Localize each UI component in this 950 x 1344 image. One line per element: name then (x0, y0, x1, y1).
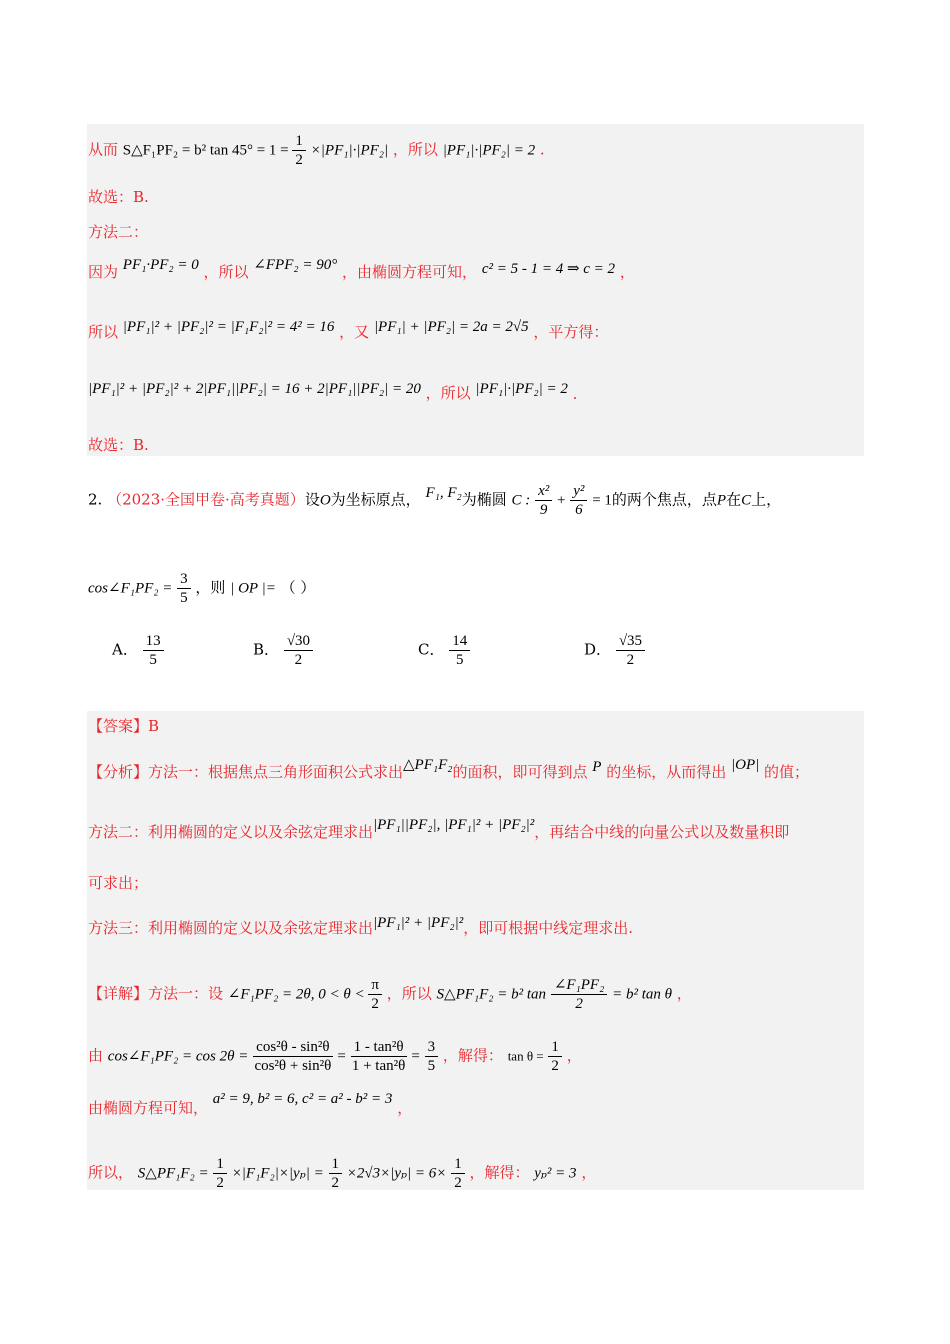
math: ×2√3×|yₚ| = 6× (346, 1165, 447, 1182)
num: 1 - tan²θ (351, 1038, 407, 1057)
math: S△PF₁F₂ = b² tan (436, 986, 547, 1003)
den: 5 (456, 652, 464, 668)
math: |PF₁|² + |PF₂|² = |F₁F₂|² = 4² = 16 (122, 319, 335, 335)
math: O (319, 492, 331, 509)
answer-line: 【答案】B (88, 717, 160, 735)
num: 3 (177, 570, 191, 589)
line-method-two: 方法二： (88, 223, 149, 241)
option-b[interactable] (253, 632, 313, 669)
num: π (368, 976, 382, 995)
text: ，解得： (469, 1163, 530, 1182)
num: 1 (451, 1155, 465, 1174)
text: 【分析】方法一：根据焦点三角形面积公式求出 (88, 763, 404, 781)
option-a[interactable] (112, 632, 164, 669)
math: = (411, 1048, 420, 1065)
math: cos∠F₁PF₂ = cos 2θ = (107, 1048, 249, 1065)
fraction (449, 632, 470, 669)
text: ， (566, 1046, 582, 1065)
fraction (570, 482, 587, 519)
math: S△PF₁F₂ = (137, 1165, 209, 1182)
line-because (88, 257, 635, 283)
question-2-line-2 (88, 570, 315, 607)
text: 上， (751, 490, 782, 509)
question-source: （2023·全国甲卷·高考真题） (107, 490, 305, 509)
math: yₚ² = 3 (534, 1165, 577, 1182)
fraction (143, 632, 164, 669)
text: ， (676, 984, 692, 1003)
math: ∠FPF₂ = 90° (253, 257, 338, 273)
text: 所以 (88, 323, 119, 341)
fraction (213, 1155, 227, 1192)
text: 方法二：利用椭圆的定义以及余弦定理求出 (88, 823, 374, 841)
text: ，则 (195, 578, 226, 597)
den: 2 (331, 1175, 339, 1191)
fraction (292, 132, 306, 169)
option-label: C． (418, 640, 445, 659)
line-pythag (88, 319, 609, 343)
text: 的两个焦点，点 (611, 490, 717, 509)
analysis-line (88, 757, 810, 783)
text: 因为 (88, 263, 119, 281)
fraction (616, 632, 645, 669)
option-label: A． (112, 640, 138, 659)
math: C (741, 492, 752, 509)
math: ∠F₁PF₂ = 2θ, 0 < θ < (227, 986, 369, 1003)
math: C : (511, 492, 531, 509)
fraction (451, 1155, 465, 1192)
method-two-line (88, 817, 790, 843)
num: 1 (292, 132, 306, 151)
math: tan θ = (507, 1048, 544, 1064)
den: 2 (551, 1058, 559, 1074)
fraction (535, 482, 552, 519)
text: ，平方得： (533, 323, 609, 341)
math: F₁, F₂ (425, 484, 462, 501)
math: PF₁·PF₂ = 0 (122, 257, 199, 273)
text: ，由椭圆方程可知， (342, 263, 478, 281)
fraction (548, 1038, 562, 1075)
text: ，所以 (392, 140, 438, 159)
text: ， (397, 1099, 413, 1117)
num: y² (570, 482, 587, 501)
text: 由 (88, 1046, 104, 1065)
fraction (351, 1038, 407, 1075)
option-c[interactable] (418, 632, 470, 669)
text: ，解得： (442, 1046, 503, 1065)
den: 2 (626, 652, 635, 668)
den: 2 (294, 652, 303, 668)
math: = (337, 1048, 346, 1065)
math: ×|PF₁|·|PF₂| (310, 142, 389, 159)
text: ，所以 (425, 384, 471, 402)
den: 2 (216, 1175, 224, 1191)
text: 【详解】方法一：设 (88, 984, 224, 1003)
math: cos∠F₁PF₂ = (88, 580, 173, 597)
den: 2 (454, 1175, 462, 1191)
text: ，所以 (386, 984, 432, 1003)
den: cos²θ + sin²θ (254, 1058, 332, 1074)
math: |PF₁|·|PF₂| = 2 (475, 381, 568, 397)
method-two-line-2: 可求出； (88, 874, 149, 892)
question-number: 2. (88, 490, 103, 509)
math: |PF₁|·|PF₂| = 2 (442, 142, 536, 159)
math: = 1 (592, 492, 612, 509)
text: 设 (304, 490, 320, 509)
line-area-result (88, 132, 545, 169)
text: . (539, 140, 545, 159)
math: = b² tan θ (612, 986, 673, 1003)
detail-line-1 (88, 976, 692, 1013)
num: √30 (284, 632, 313, 651)
fraction (329, 1155, 343, 1192)
math: | OP |= (230, 580, 276, 597)
math: ×|F₁F₂|×|yₚ| = (231, 1165, 324, 1182)
math: S△F₁PF₂ = b² tan 45° = 1 = (122, 142, 293, 159)
line-choose-b: 故选：B. (88, 188, 149, 206)
num: 1 (329, 1155, 343, 1174)
math: c² = 5 - 1 = 4 ⇒ c = 2 (481, 261, 616, 277)
text: ，所以 (203, 263, 249, 281)
num: 1 (548, 1038, 562, 1057)
line-choose-b-2: 故选：B. (88, 436, 149, 454)
option-label: B． (253, 640, 280, 659)
line-square (88, 378, 578, 403)
math: |PF₁|² + |PF₂|² + 2|PF₁||PF₂| = 16 + 2|PF₁||PF₂| = 20 (88, 381, 421, 397)
den: 1 + tan²θ (351, 1058, 406, 1074)
option-label: D． (584, 640, 612, 659)
text: 的值； (764, 763, 810, 781)
den: 5 (149, 652, 157, 668)
num: ∠F₁PF₂ (551, 976, 608, 995)
fraction (284, 632, 313, 669)
text: 由椭圆方程可知， (88, 1099, 209, 1117)
text: 在 (726, 490, 742, 509)
question-2-line-1 (88, 482, 781, 519)
math: |PF₁| + |PF₂| = 2a = 2√5 (373, 319, 529, 335)
math: |PF₁|² + |PF₂|² (373, 915, 464, 931)
num: x² (535, 482, 552, 501)
text: ，又 (339, 323, 370, 341)
den: 5 (180, 590, 188, 606)
den: 9 (539, 502, 548, 518)
text: 为坐标原点， (330, 490, 421, 509)
fraction (368, 976, 382, 1013)
text: 为椭圆 (461, 490, 507, 509)
math: |OP| (731, 757, 760, 773)
den: 2 (371, 996, 379, 1012)
math: P (592, 759, 602, 775)
math: |PF₁||PF₂|, |PF₁|² + |PF₂|² (373, 817, 535, 833)
detail-line-4 (88, 1155, 596, 1192)
text: ， (619, 263, 635, 281)
den: 5 (427, 1058, 436, 1074)
detail-line-3 (88, 1091, 413, 1119)
fraction (425, 1038, 439, 1075)
num: √35 (616, 632, 645, 651)
detail-line-2 (88, 1038, 582, 1075)
num: 14 (449, 632, 470, 651)
text: 所以， (88, 1163, 134, 1182)
den: 6 (575, 502, 583, 518)
method-three-line (88, 915, 633, 939)
den: 2 (575, 996, 583, 1012)
text: ， (581, 1163, 597, 1182)
text: 方法三：利用椭圆的定义以及余弦定理求出 (88, 919, 374, 937)
math: △PF₁F₂ (403, 757, 453, 773)
num: cos²θ - sin²θ (253, 1038, 332, 1057)
solution-block-1 (87, 124, 864, 456)
option-d[interactable] (584, 632, 645, 669)
fraction (177, 570, 191, 607)
math: P (716, 492, 727, 509)
text: ，即可根据中线定理求出. (463, 919, 633, 937)
math: a² = 9, b² = 6, c² = a² - b² = 3 (212, 1091, 393, 1107)
text: 的面积，即可得到点 (452, 763, 588, 781)
text: （ ） (280, 578, 316, 597)
num: 13 (143, 632, 164, 651)
fraction (253, 1038, 332, 1075)
text: 的坐标，从而得出 (606, 763, 727, 781)
text: 从而 (88, 140, 119, 159)
text: . (572, 385, 578, 403)
num: 3 (425, 1038, 439, 1057)
text: ，再结合中线的向量公式以及数量积即 (534, 823, 790, 841)
num: 1 (213, 1155, 227, 1174)
den: 2 (295, 152, 303, 168)
math: + (557, 492, 566, 509)
fraction (551, 976, 608, 1013)
